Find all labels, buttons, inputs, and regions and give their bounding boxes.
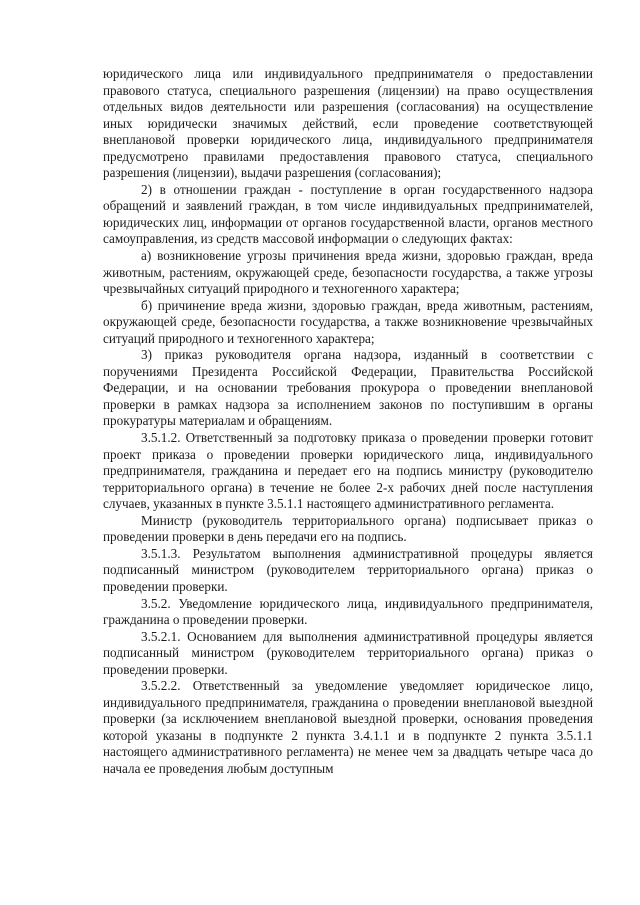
- document-page: [103, 66, 593, 778]
- paragraph-citizens-appeals: 2) в отношении граждан - поступление в орган государственного надзора обращений и заявлений граждан, в том числе индивидуальных предпринимателей, юридических лиц, информации от органов государственной власти, органов местного самоуправления, из средств массовой информации о следующих фактах:: [103, 181, 593, 247]
- paragraph-minister-signs: Министр (руководитель территориального органа) подписывает приказ о проведении проверки в день передачи его на подпись.: [103, 512, 593, 545]
- paragraph-3-5-2: 3.5.2. Уведомление юридического лица, индивидуального предпринимателя, гражданина о проведении проверки.: [103, 595, 593, 628]
- paragraph-legal-entity-status: юридического лица или индивидуального предпринимателя о предоставлении правового статуса, специального разрешения (лицензии) на право осуществления отдельных видов деятельности или разрешения (согласования) на осуществление иных юридически значимых действий, если проведение соответствующей внеплановой проверки юридического лица, индивидуального предпринимателя предусмотрено правилами предоставления правового статуса, специального разрешения (лицензии), выдачи разрешения (согласования);: [103, 66, 593, 181]
- paragraph-3-5-2-2: 3.5.2.2. Ответственный за уведомление уведомляет юридическое лицо, индивидуального предпринимателя, гражданина о проведении внеплановой выездной проверки (за исключением внеплановой выездной проверки, основания проведения которой указаны в подпункте 2 пункта 3.4.1.1 и в подпункте 2 пункта 3.5.1.1 настоящего административного регламента) не менее чем за двадцать четыре часа до начала ее проведения любым доступным: [103, 678, 593, 776]
- paragraph-item-3: 3) приказ руководителя органа надзора, изданный в соответствии с поручениями Президента Российской Федерации, Правительства Российской Федерации, и на основании требования прокурора о проведении внеплановой проверки в рамках надзора за исполнением законов по поступившим в органы прокуратуры материалам и обращениям.: [103, 347, 593, 429]
- paragraph-item-b: б) причинение вреда жизни, здоровью граждан, вреда животным, растениям, окружающей среде, безопасности государства, а также возникновение чрезвычайных ситуаций природного и техногенного характера;: [103, 297, 593, 346]
- paragraph-3-5-1-3: 3.5.1.3. Результатом выполнения административной процедуры является подписанный министром (руководителем территориального органа) приказ о проведении проверки.: [103, 545, 593, 594]
- paragraph-item-a: а) возникновение угрозы причинения вреда жизни, здоровью граждан, вреда животным, растениям, окружающей среде, безопасности государства, а также угрозы чрезвычайных ситуаций природного и техногенного характера;: [103, 248, 593, 297]
- paragraph-3-5-2-1: 3.5.2.1. Основанием для выполнения административной процедуры является подписанный министром (руководителем территориального органа) приказ о проведении проверки.: [103, 628, 593, 677]
- paragraph-3-5-1-2: 3.5.1.2. Ответственный за подготовку приказа о проведении проверки готовит проект приказа о проведении проверки юридического лица, индивидуального предпринимателя, гражданина и передает его на подпись министру (руководителю территориального органа) в течение не более 2-х рабочих дней после наступления случаев, указанных в пункте 3.5.1.1 настоящего административного регламента.: [103, 430, 593, 512]
